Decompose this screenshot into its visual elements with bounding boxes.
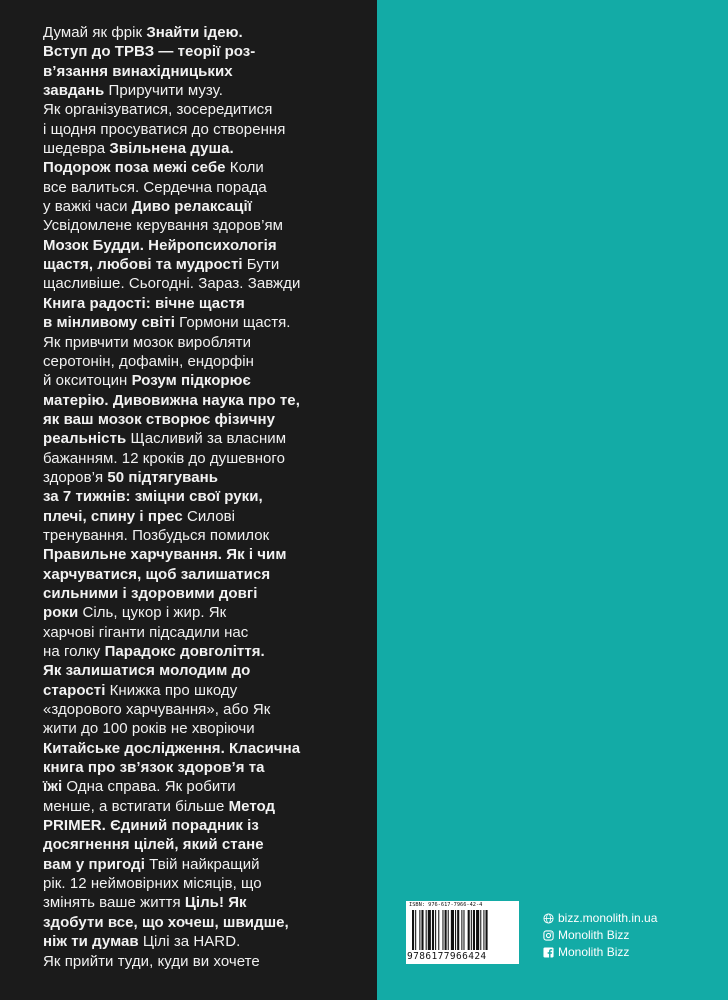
book-description: харчові гіганти підсадили нас — [43, 623, 249, 641]
barcode-bar — [442, 910, 443, 950]
book-title: старості — [43, 681, 110, 699]
book-title: Подорож поза межі себе — [43, 159, 230, 177]
instagram-icon — [543, 930, 554, 941]
list-line — [43, 603, 315, 622]
isbn-text: ISBN: 976-617-7966-42-4 — [409, 902, 483, 908]
facebook-row[interactable] — [543, 944, 657, 960]
barcode-bar — [476, 910, 479, 950]
list-line — [43, 893, 315, 912]
book-title: харчуватися, щоб залишатися — [43, 565, 271, 583]
barcode-bar — [480, 910, 481, 950]
barcode-bar — [471, 910, 472, 950]
barcode-bar — [455, 910, 456, 950]
book-title: ніж ти думав — [43, 933, 143, 951]
book-title: Метод — [228, 797, 276, 815]
barcode-bar — [421, 910, 423, 950]
book-title: Як залишатися молодим до — [43, 662, 251, 680]
barcode-bar — [448, 910, 449, 950]
list-line — [43, 313, 315, 332]
barcode-bar — [457, 910, 459, 950]
barcode-bar — [412, 910, 414, 950]
list-line — [43, 81, 315, 100]
list-line — [43, 855, 315, 874]
book-title: в мінливому світі — [43, 314, 180, 332]
globe-icon — [543, 913, 554, 924]
list-line — [43, 62, 315, 81]
book-title: Знайти ідею. — [146, 24, 243, 41]
website-link[interactable]: bizz.monolith.in.ua — [558, 911, 658, 925]
list-line — [43, 952, 315, 971]
book-description: все валиться. Сердечна порада — [43, 178, 267, 196]
list-line — [43, 487, 315, 506]
book-description: щасливіше. Сьогодні. Зараз. Завжди — [43, 275, 301, 293]
right-panel — [377, 0, 728, 1000]
book-description: Як організуватися, зосередитися — [43, 101, 273, 119]
barcode-bar — [428, 910, 431, 950]
barcode-bar — [426, 910, 427, 950]
list-line — [43, 158, 315, 177]
barcode-bar — [461, 910, 462, 950]
book-description: Щасливий за власним — [130, 430, 287, 448]
book-list — [43, 23, 315, 971]
list-line — [43, 23, 315, 42]
barcode-bar — [463, 910, 464, 950]
book-title: Парадокс довголіття. — [104, 643, 265, 660]
barcode-bar — [451, 910, 454, 950]
book-title: щастя, любові та мудрості — [43, 256, 247, 274]
book-description: Силові — [186, 507, 236, 525]
book-description: Цілі за HARD. — [142, 933, 241, 951]
list-line — [43, 255, 315, 274]
book-description: змінять ваше життя — [43, 894, 185, 912]
book-title: Звільнена душа. — [109, 140, 234, 158]
list-line — [43, 545, 315, 564]
list-line — [43, 584, 315, 603]
list-line — [43, 42, 315, 61]
book-description: менше, а встигати більше — [43, 797, 229, 815]
list-line — [43, 429, 315, 448]
list-line — [43, 507, 315, 526]
barcode-bar — [473, 910, 475, 950]
book-description: Бути — [246, 256, 280, 274]
list-line — [43, 352, 315, 371]
book-title: Книга радості: вічне щастя — [43, 294, 245, 312]
list-line — [43, 777, 315, 796]
list-line — [43, 739, 315, 758]
contacts — [543, 910, 657, 961]
list-line — [43, 661, 315, 680]
book-description: Думай як фрік — [43, 24, 147, 41]
barcode-bar — [415, 910, 416, 950]
list-line — [43, 835, 315, 854]
barcode — [406, 901, 519, 964]
book-description: серотонін, дофамін, ендорфін — [43, 352, 254, 370]
book-description: Коли — [229, 159, 264, 177]
list-line — [43, 468, 315, 487]
list-line — [43, 797, 315, 816]
facebook-link[interactable]: Monolith Bizz — [558, 945, 630, 959]
book-title: за 7 тижнів: зміцни свої руки, — [43, 488, 263, 506]
list-line — [43, 197, 315, 216]
list-line — [43, 100, 315, 119]
book-title: як ваш мозок створює фізичну — [43, 410, 276, 428]
book-title: Мозок Будди. Нейропсихологія — [43, 236, 277, 254]
book-description: у важкі часи — [43, 198, 132, 216]
barcode-bars — [412, 910, 514, 950]
book-description: і щодня просуватися до створення — [43, 120, 286, 138]
book-title: PRIMER. Єдиний порадник із — [43, 817, 259, 835]
list-line — [43, 913, 315, 932]
instagram-link[interactable]: Monolith Bizz — [558, 928, 630, 942]
book-description: на голку — [43, 643, 105, 660]
barcode-bar — [483, 910, 484, 950]
book-title: сильними і здоровими довгі — [43, 584, 258, 602]
list-line — [43, 623, 315, 642]
website-row[interactable] — [543, 910, 657, 926]
list-line — [43, 178, 315, 197]
list-line — [43, 216, 315, 235]
book-title: досягнення цілей, який стане — [43, 836, 264, 854]
barcode-bar — [432, 910, 434, 950]
list-line — [43, 391, 315, 410]
ean-digits: 9786177966424 — [407, 951, 487, 962]
book-title: реальність — [43, 430, 131, 448]
list-line — [43, 274, 315, 293]
list-line — [43, 139, 315, 158]
list-line — [43, 449, 315, 468]
list-line — [43, 932, 315, 951]
book-title: Диво релаксації — [131, 198, 252, 216]
book-title: Китайське дослідження. Класична — [43, 739, 301, 757]
book-description: Одна справа. Як робити — [66, 778, 236, 796]
book-description: бажанням. 12 кроків до душевного — [43, 449, 286, 467]
barcode-bar — [438, 910, 439, 950]
book-title: вам у пригоді — [43, 855, 150, 873]
barcode-bar — [445, 910, 447, 950]
book-title: роки — [43, 604, 83, 622]
book-title: здобути все, що хочеш, швидше, — [43, 913, 289, 931]
book-title: Вступ до ТРВЗ — теорії роз- — [43, 43, 256, 61]
barcode-bar — [419, 910, 420, 950]
book-description: здоров’я — [43, 468, 108, 486]
facebook-icon — [543, 947, 554, 958]
barcode-bar — [435, 910, 436, 950]
book-title: плечі, спину і прес — [43, 507, 187, 525]
book-title: в’язання винахідницьких — [43, 62, 233, 80]
barcode-bar — [468, 910, 470, 950]
list-line — [43, 874, 315, 893]
list-line — [43, 681, 315, 700]
book-description: Гормони щастя. — [179, 314, 291, 332]
list-line — [43, 236, 315, 255]
book-title: завдань — [43, 82, 109, 100]
list-line — [43, 294, 315, 313]
book-description: Книжка про шкоду — [109, 681, 238, 699]
book-title: Правильне харчування. Як і чим — [43, 546, 287, 564]
book-title: книга про зв’язок здоров’я та — [43, 759, 265, 777]
list-line — [43, 333, 315, 352]
book-description: Твій найкращий — [149, 855, 260, 873]
book-description: Приручити музу. — [108, 82, 223, 100]
book-description: шедевра — [43, 140, 110, 158]
book-description: жити до 100 років не хворіючи — [43, 720, 255, 738]
list-line — [43, 120, 315, 139]
list-line — [43, 816, 315, 835]
book-title: їжі — [43, 778, 67, 796]
list-line — [43, 642, 315, 661]
list-line — [43, 526, 315, 545]
list-line — [43, 758, 315, 777]
book-title: Ціль! Як — [184, 894, 247, 912]
barcode-bar — [486, 910, 488, 950]
book-title: матерію. Дивовижна наука про те, — [43, 391, 300, 409]
book-title: 50 підтягувань — [107, 468, 219, 486]
book-description: тренування. Позбудься помилок — [43, 526, 270, 544]
book-description: Усвідомлене керування здоров’ям — [43, 217, 283, 235]
book-description: рік. 12 неймовірних місяців, що — [43, 875, 262, 893]
book-description: «здорового харчування», або Як — [43, 701, 271, 719]
book-description: Як привчити мозок виробляти — [43, 333, 252, 351]
instagram-row[interactable] — [543, 927, 657, 943]
list-line — [43, 700, 315, 719]
book-description: Як прийти туди, куди ви хочете — [43, 952, 260, 970]
book-description: Сіль, цукор і жир. Як — [82, 604, 227, 622]
list-line — [43, 719, 315, 738]
list-line — [43, 410, 315, 429]
book-description: й окситоцин — [43, 372, 132, 390]
book-title: Розум підкорює — [131, 372, 251, 390]
list-line — [43, 371, 315, 390]
list-line — [43, 565, 315, 584]
